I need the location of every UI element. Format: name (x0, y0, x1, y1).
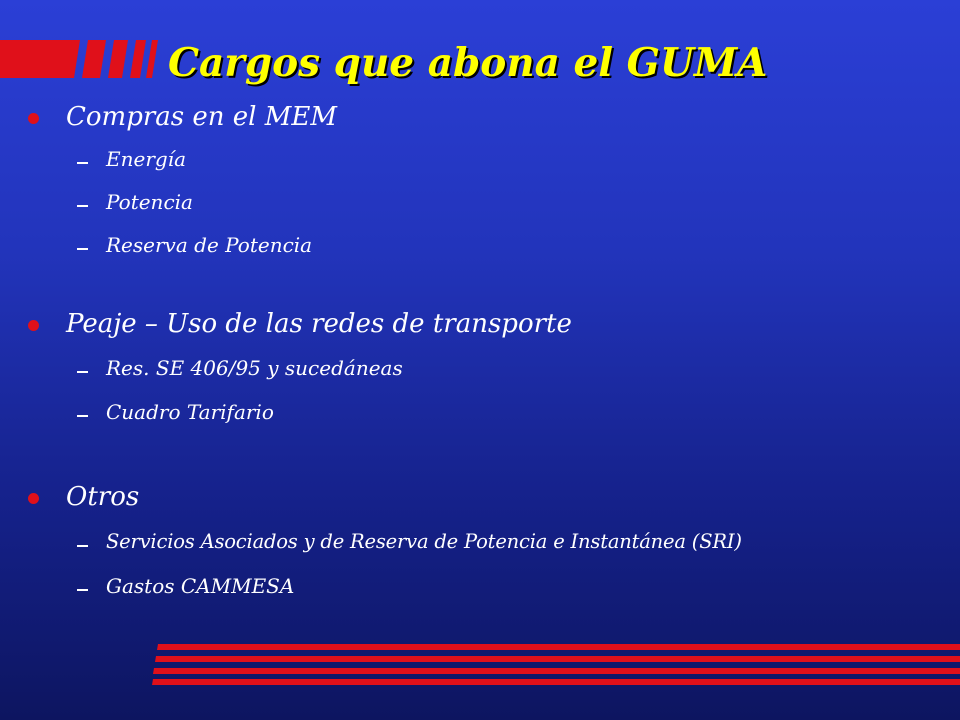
bullet-text: Peaje – Uso de las redes de transporte (66, 309, 572, 339)
footer-stripes-decoration (152, 644, 960, 686)
dash-icon (77, 205, 88, 207)
bullet-icon (28, 493, 39, 504)
dash-icon (77, 371, 88, 373)
sub-item (0, 182, 960, 222)
title-stripes-decoration (0, 40, 162, 78)
dash-icon (77, 589, 88, 591)
sub-item-text: Servicios Asociados y de Reserva de Potencia e Instantánea (SRI) (106, 530, 742, 553)
sub-item-text: Cuadro Tarifario (106, 400, 274, 424)
sub-item (0, 566, 960, 606)
dash-icon (77, 248, 88, 250)
sub-item (0, 139, 960, 179)
bullet-icon (28, 113, 39, 124)
sub-item (0, 225, 960, 265)
sub-item-text: Potencia (106, 190, 193, 214)
sub-item-text: Reserva de Potencia (106, 233, 313, 257)
slide-title: Cargos que abona el GUMA (168, 40, 768, 86)
bullet-icon (28, 320, 39, 331)
dash-icon (77, 545, 88, 547)
dash-icon (77, 162, 88, 164)
dash-icon (77, 415, 88, 417)
sub-item (0, 348, 960, 388)
bullet-text: Otros (66, 482, 140, 512)
sub-item-text: Energía (106, 147, 186, 171)
sub-item (0, 522, 960, 562)
sub-item-text: Res. SE 406/95 y sucedáneas (106, 356, 403, 380)
bullet-text: Compras en el MEM (66, 102, 337, 132)
sub-item (0, 392, 960, 432)
sub-item-text: Gastos CAMMESA (106, 574, 295, 598)
